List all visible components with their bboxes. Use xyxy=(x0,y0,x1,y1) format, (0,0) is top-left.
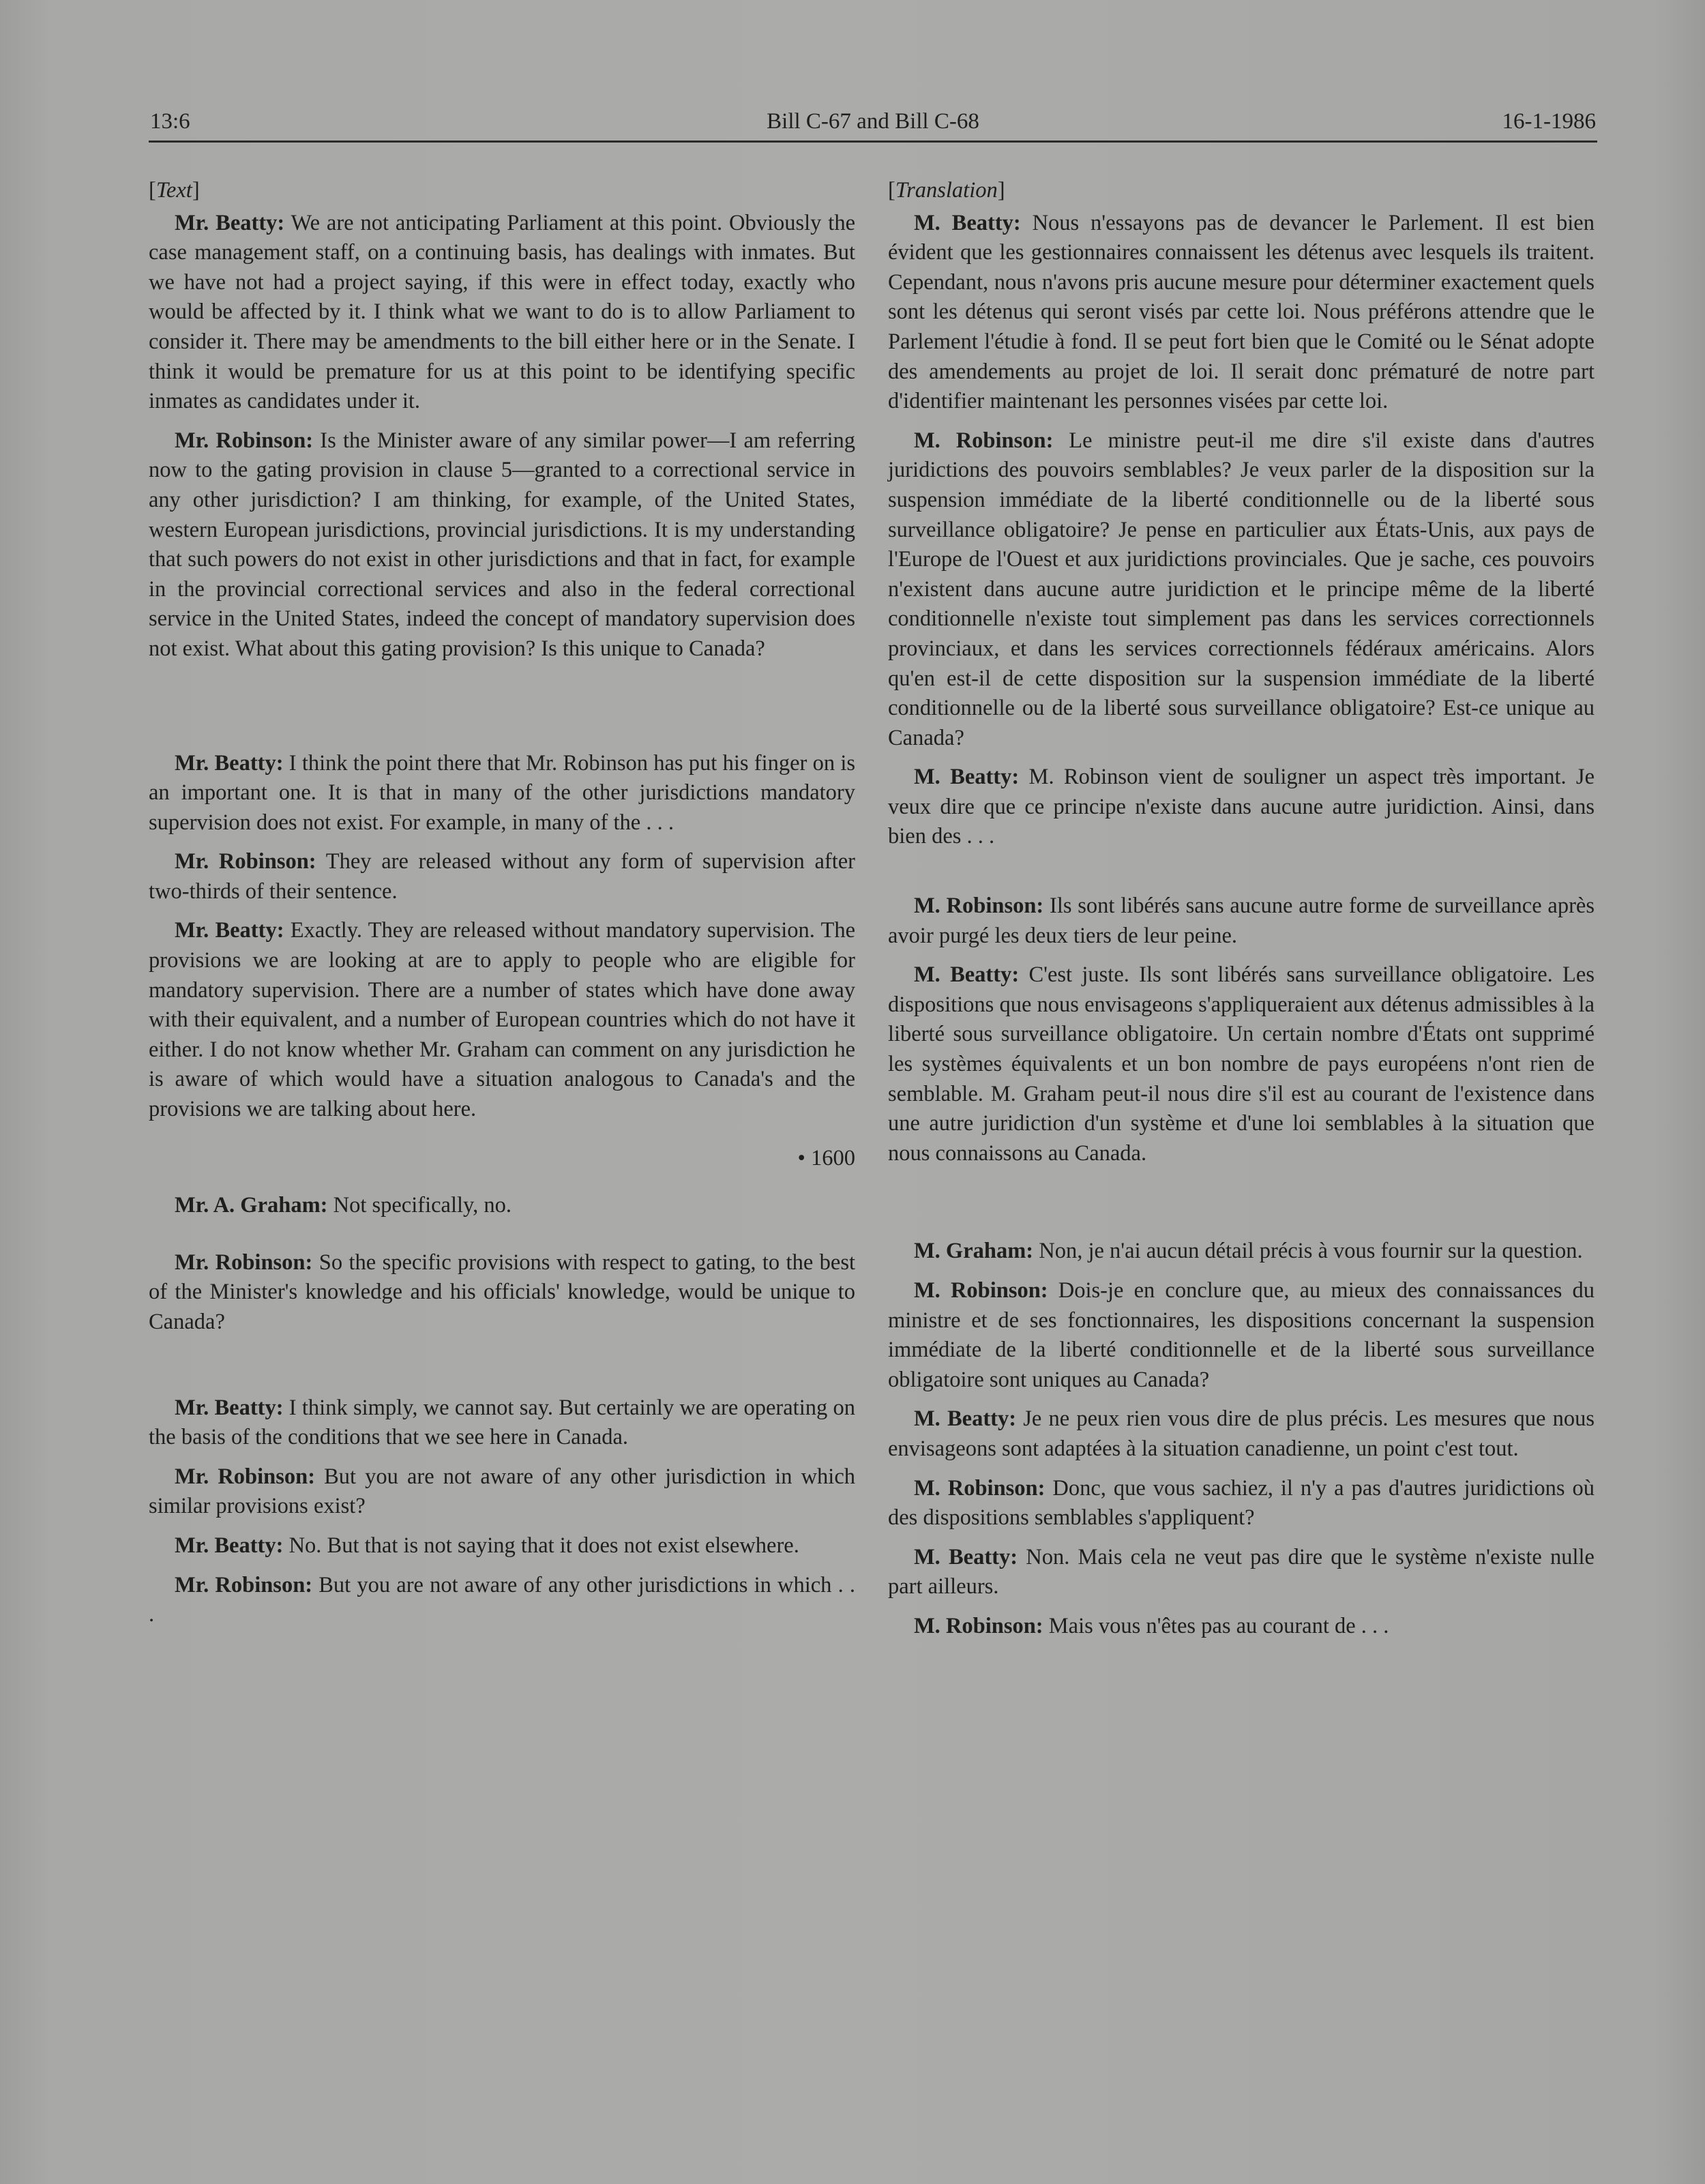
speaker-name: M. Robinson: xyxy=(914,1278,1048,1303)
speech-paragraph xyxy=(149,847,855,906)
speech-paragraph xyxy=(888,426,1595,754)
speech-paragraph xyxy=(888,209,1595,417)
speech-paragraph xyxy=(149,1393,855,1453)
speech-text: Non, je n'ai aucun détail précis à vous fournir sur la question. xyxy=(1033,1239,1583,1264)
speaker-name: Mr. Robinson: xyxy=(175,1464,316,1489)
speech-text: Donc, que vous sachiez, il n'y a pas d'autres juridictions où des dispositions semblables s'appliquent? xyxy=(888,1475,1595,1531)
speaker-name: M. Beatty: xyxy=(914,765,1020,790)
speech-text: Ils sont libérés sans aucune autre forme de surveillance après avoir purgé les deux tiers de leur peine. xyxy=(888,894,1595,948)
speaker-name: Mr. A. Graham: xyxy=(175,1193,328,1218)
speaker-name: Mr. Beatty: xyxy=(175,1533,284,1558)
speech-text: Non. Mais cela ne veut pas dire que le système n'existe nulle part ailleurs. xyxy=(888,1544,1595,1599)
speech-text: We are not anticipating Parliament at this point. Obviously the case management staff, on a continuing basis, has dealings with inmates. But we have not had a project saying, if this were in effect today, exactly who would be affected by it. I think what we want to do is to allow Parliament to consider it. There may be amendments to the bill either here or in the Senate. I think it would be premature for us at this point to be identifying specific inmates as candidates under it. xyxy=(149,210,855,414)
speech-paragraph xyxy=(149,1191,855,1221)
speaker-name: M. Beatty: xyxy=(914,210,1021,235)
french-column xyxy=(888,176,1595,1642)
speech-paragraph xyxy=(888,763,1595,852)
speaker-name: M. Robinson: xyxy=(914,1613,1043,1638)
speaker-name: M. Beatty: xyxy=(914,962,1020,988)
speaker-name: Mr. Robinson: xyxy=(175,1572,313,1597)
speech-text: They are released without any form of supervision after two-thirds of their sentence. xyxy=(149,849,855,904)
speech-paragraph xyxy=(149,426,855,664)
time-marker: • 1600 xyxy=(797,1145,855,1170)
english-column xyxy=(149,176,855,1630)
speaker-name: M. Graham: xyxy=(914,1239,1034,1264)
speech-paragraph xyxy=(888,1404,1595,1464)
speaker-name: Mr. Robinson: xyxy=(175,849,316,874)
speech-paragraph xyxy=(888,1612,1595,1642)
speech-text: Not specifically, no. xyxy=(327,1193,512,1218)
speech-text: But you are not aware of any other jurisdiction in which similar provisions exist? xyxy=(149,1464,855,1519)
header-date: 16-1-1986 xyxy=(1502,109,1596,134)
speech-text: I think the point there that Mr. Robinson has put his finger on is an important one. It is that in many of the other jurisdictions mandatory supervision does not exist. For example, in many of the . . . xyxy=(149,750,856,835)
speech-text: So the specific provisions with respect to gating, to the best of the Minister's knowledge and his officials' knowledge, would be unique to Canada? xyxy=(149,1250,856,1334)
speaker-name: Mr. Beatty: xyxy=(175,750,284,776)
speaker-name: Mr. Beatty: xyxy=(175,1395,284,1420)
page-number: 13:6 xyxy=(150,109,190,134)
speech-paragraph xyxy=(149,1462,855,1522)
speech-paragraph xyxy=(888,1237,1595,1267)
language-label: [Translation] xyxy=(888,178,1005,203)
speech-paragraph xyxy=(149,1248,855,1338)
header-rule xyxy=(149,141,1597,143)
speech-paragraph xyxy=(149,209,855,417)
speech-text: Exactly. They are released without mandatory supervision. The provisions we are looking at are to apply to people who are eligible for mandatory supervision. There are a number of states which have done away with their equivalent, and a number of European countries which do not have it either. I do not know whether Mr. Graham can comment on any jurisdiction he is aware of which would have a situation analogous to Canada's and the provisions we are talking about here. xyxy=(149,918,855,1122)
speech-text: Is the Minister aware of any similar power—I am referring now to the gating provision in clause 5—granted to a correctional service in any other jurisdiction? I am thinking, for example, of the United States, western European jurisdictions, provincial jurisdictions. It is my understanding that such powers do not exist in other jurisdictions and that in fact, for example in the provincial correctional services and also in the federal correctional service in the United States, indeed the concept of mandatory supervision does not exist. What about this gating provision? Is this unique to Canada? xyxy=(149,428,855,661)
speech-paragraph xyxy=(888,891,1595,951)
speech-paragraph xyxy=(888,1276,1595,1395)
speech-paragraph xyxy=(888,960,1595,1168)
speech-paragraph xyxy=(888,1543,1595,1602)
speaker-name: M. Beatty: xyxy=(914,1544,1018,1569)
speaker-name: M. Beatty: xyxy=(914,1406,1017,1432)
speech-text: M. Robinson vient de souligner un aspect très important. Je veux dire que ce principe n'existe dans aucune autre juridiction. Ainsi, dans bien des . . . xyxy=(888,765,1595,849)
running-title: Bill C-67 and Bill C-68 xyxy=(767,109,979,134)
speech-paragraph xyxy=(888,1474,1595,1533)
speaker-name: Mr. Beatty: xyxy=(175,918,284,943)
speech-text: I think simply, we cannot say. But certainly we are operating on the basis of the conditions that we see here in Canada. xyxy=(149,1395,855,1450)
speech-text: Dois-je en conclure que, au mieux des connaissances du ministre et de ses fonctionnaires, les dispositions concernant la suspension immédiate de la liberté conditionnelle et de la liberté sous surveillance obligatoire sont uniques au Canada? xyxy=(888,1278,1595,1392)
speech-text: Mais vous n'êtes pas au courant de . . . xyxy=(1043,1613,1389,1638)
speaker-name: M. Robinson: xyxy=(914,428,1054,453)
speech-paragraph xyxy=(149,1531,855,1561)
speech-paragraph xyxy=(149,916,855,1124)
speech-text: Je ne peux rien vous dire de plus précis. Les mesures que nous envisageons sont adaptées à la situation canadienne, un point c'est tout. xyxy=(888,1406,1595,1461)
speech-text: Nous n'essayons pas de devancer le Parlement. Il est bien évident que les gestionnaires connaissent les détenus avec lesquels ils traitent. Cependant, nous n'avons pris aucune mesure pour déterminer exactement quels sont les détenus qui seront visés par cette loi. Nous préférons attendre que le Parlement l'étudie à fond. Il se peut fort bien que le Comité ou le Sénat adopte des amendements au projet de loi. Il serait donc prématuré de notre part d'identifier maintenant les personnes visées par cette loi. xyxy=(888,210,1595,414)
page-header xyxy=(149,105,1597,145)
speaker-name: Mr. Robinson: xyxy=(175,428,314,453)
speech-text: But you are not aware of any other jurisdictions in which . . . xyxy=(149,1572,855,1627)
speech-paragraph xyxy=(149,1571,855,1630)
speech-text: C'est juste. Ils sont libérés sans surveillance obligatoire. Les dispositions que nous envisageons s'appliqueraient aux détenus admissibles à la liberté sous surveillance obligatoire. Un certain nombre d'États ont supprimé les systèmes équivalents et un bon nombre de pays européens n'ont rien de semblable. M. Graham peut-il nous dire s'il est au courant de l'existence dans une autre juridiction d'un système et d'une loi semblables à la situation que nous connaissons au Canada. xyxy=(888,962,1595,1166)
speaker-name: M. Robinson: xyxy=(914,894,1044,919)
speaker-name: Mr. Beatty: xyxy=(175,210,285,235)
language-label: [Text] xyxy=(149,178,200,203)
speaker-name: M. Robinson: xyxy=(914,1475,1046,1501)
speech-paragraph xyxy=(149,749,855,838)
speech-text: No. But that is not saying that it does not exist elsewhere. xyxy=(283,1533,799,1558)
speaker-name: Mr. Robinson: xyxy=(175,1250,313,1275)
speech-text: Le ministre peut-il me dire s'il existe dans d'autres juridictions des pouvoirs semblables? Je veux parler de la disposition sur la suspension immédiate de la liberté conditionnelle ou de la liberté sous surveillance obligatoire? Je pense en particulier aux États-Unis, aux pays de l'Europe de l'Ouest et aux juridictions provinciales. Que je sache, ces pouvoirs n'existent dans aucune autre juridiction et le principe même de la liberté conditionnelle n'existe tout simplement pas dans les services correctionnels provinciaux, et dans les services correctionnels fédéraux américains. Alors qu'en est-il de cette disposition sur la suspension immédiate de la liberté conditionnelle ou de la liberté sous surveillance obligatoire? Est-ce unique au Canada? xyxy=(888,428,1595,750)
